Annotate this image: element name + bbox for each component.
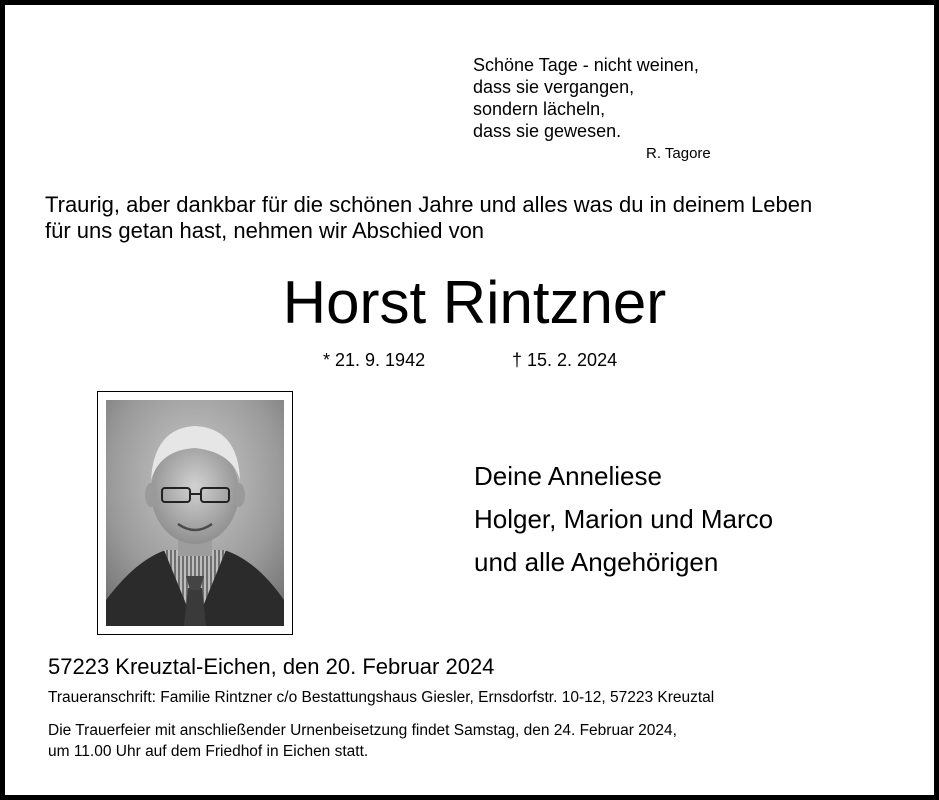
family-line: und alle Angehörigen (474, 547, 719, 577)
poem-line: dass sie gewesen. (473, 121, 622, 141)
intro-line: für uns getan hast, nehmen wir Abschied von (45, 218, 485, 243)
ceremony-line: Die Trauerfeier mit anschließender Urnenbeisetzung findet Samstag, den 24. Februar 2024, (48, 722, 677, 739)
ceremony-info (48, 720, 677, 762)
poem-line: Schöne Tage - nicht weinen, (473, 55, 699, 75)
poem-line: sondern lächeln, (473, 99, 606, 119)
intro-line: Traurig, aber dankbar für die schönen Jahre und alles was du in deinem Leben (45, 192, 813, 217)
deceased-name: Horst Rintzner (282, 269, 667, 336)
mourning-address: Traueranschrift: Familie Rintzner c/o Bestattungshaus Giesler, Ernsdorfstr. 10-12, 57223 Kreuztal (48, 689, 715, 706)
poem-line: dass sie vergangen, (473, 77, 635, 97)
portrait-frame (97, 391, 293, 635)
death-date: † 15. 2. 2024 (512, 350, 618, 370)
intro-text (45, 192, 915, 244)
portrait-image (106, 400, 284, 626)
family-line: Deine Anneliese (474, 461, 662, 491)
family-line: Holger, Marion und Marco (474, 504, 774, 534)
poem-block (473, 54, 743, 162)
portrait-photo (106, 400, 284, 626)
ceremony-line: um 11.00 Uhr auf dem Friedhof in Eichen statt. (48, 743, 369, 760)
place-and-date: 57223 Kreuztal-Eichen, den 20. Februar 2024 (48, 654, 495, 679)
family-block (474, 455, 773, 584)
poem-author: R. Tagore (646, 145, 711, 162)
birth-date: * 21. 9. 1942 (323, 350, 426, 370)
